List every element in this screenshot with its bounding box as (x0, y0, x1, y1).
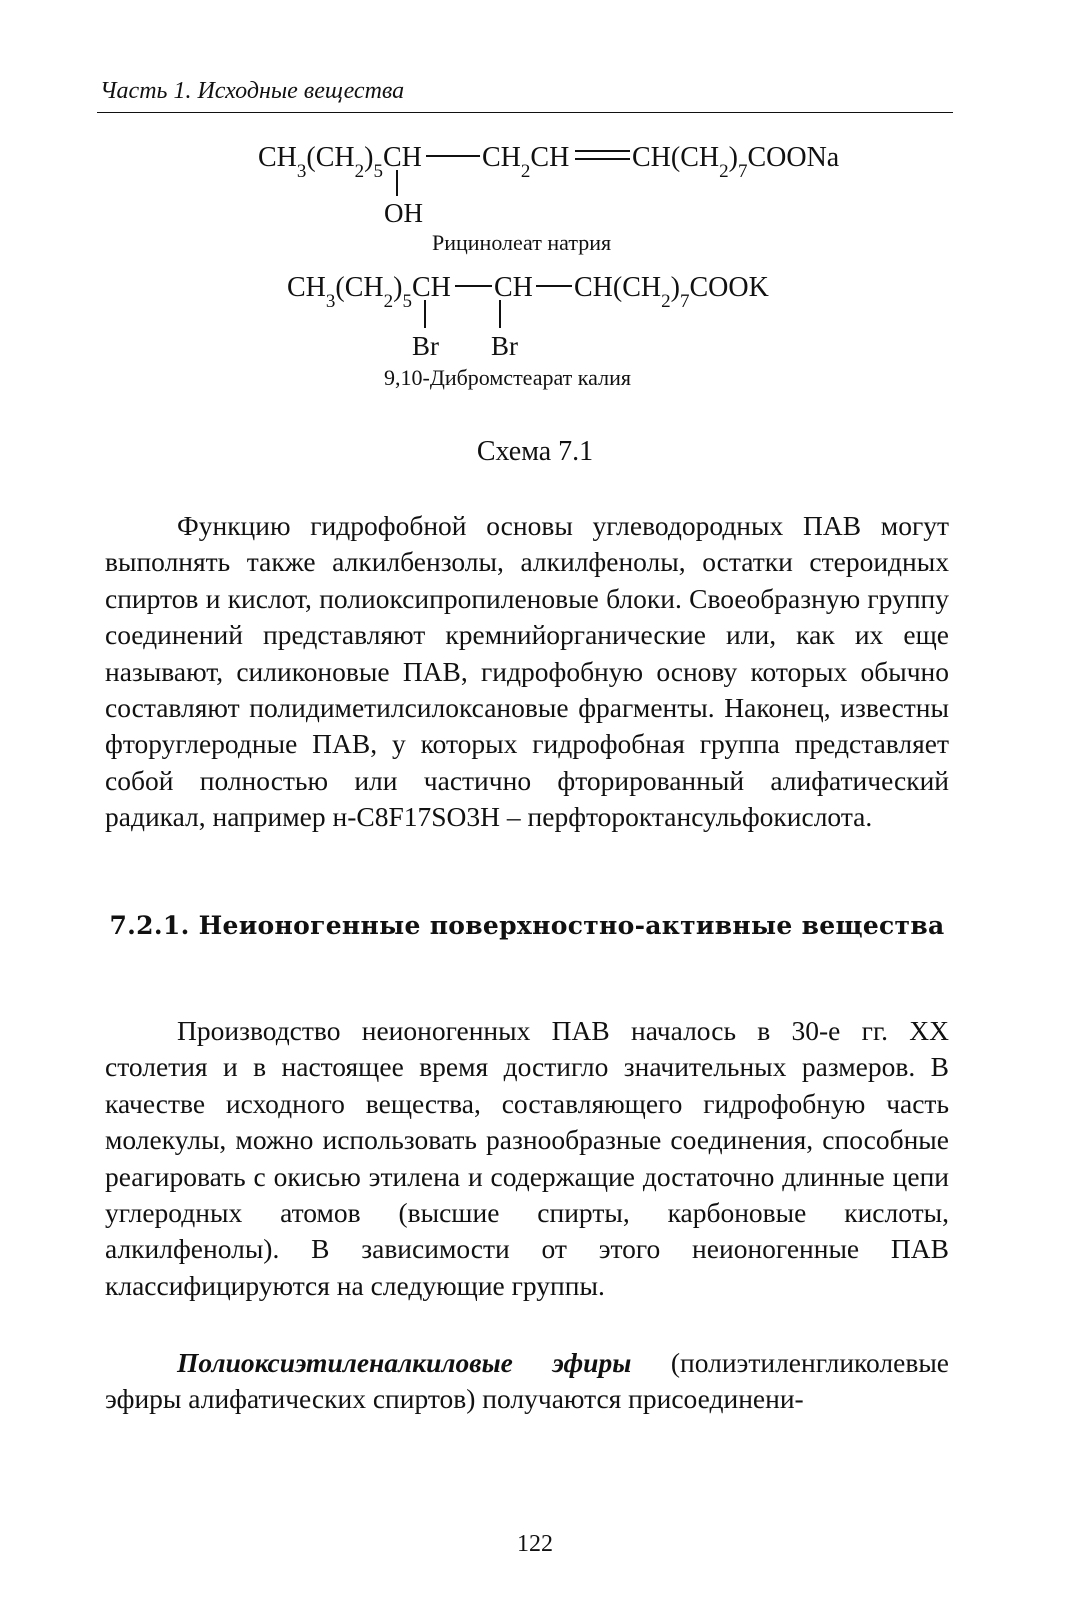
compound1-formula-left: $CH_3(CH_2)_5CH$ (258, 142, 422, 182)
compound1-formula-right: $CH(CH_2)_7COONa$ (632, 142, 840, 182)
scheme-caption: Схема 7.1 (476, 436, 594, 467)
compound1-substituent: OH (384, 198, 423, 228)
reaction-scheme (0, 0, 1070, 480)
compound2-formula-right: $CH(CH_2)_7COOK$ (574, 272, 769, 312)
compound2-formula-left: $CH_3(CH_2)_5CH$ (287, 272, 451, 312)
paragraph-1: Функцию гидрофобной основы углеводородных ПАВ могут выполнять также алкилбензолы, алкилфенолы, остатки стероидных спиртов и кислот, полиоксипропиленовые блоки. Своеобразную группу соединений представляют кремнийорганические или, как их еще называют, силиконовые ПАВ, гидрофобную основу которых обычно составляют полидиметилсилоксановые фрагменты. Наконец, известны фторуглеродные ПАВ, у которых гидрофобная группа представляет собой полностью или частично фторированный алифатический радикал, например н-C8F17SO3H – перфтороктансульфокислота. (105, 510, 949, 833)
term-polyoxyethylene-alkyl-ethers: Полиоксиэтиленалкиловые эфиры (177, 1347, 632, 1378)
paragraph-3 (105, 1345, 949, 1418)
compound2-name: 9,10-Дибромстеарат калия (384, 365, 631, 390)
compound1-name: Рицинолеат натрия (432, 230, 612, 255)
page-number: 122 (517, 1531, 553, 1557)
compound1-formula-mid: $CH_2CH$ (482, 142, 570, 182)
compound2-formula-mid: CH (494, 272, 533, 303)
paragraph-2: Производство неионогенных ПАВ началось в 30-е гг. XX столетия и в настоящее время достигло значительных размеров. В качестве исходного вещества, составляющего гидрофобную часть молекулы, можно использовать разнообразные соединения, способные реагировать с окисью этилена и содержащие достаточно длинные цепи углеродных атомов (высшие спирты, карбоновые кислоты, алкилфенолы). В зависимости от этого неионогенные ПАВ классифицируются на следующие группы. (105, 1015, 949, 1301)
compound2-substituent-1: Br (412, 331, 439, 361)
running-head-title: Часть 1. Исходные вещества (100, 78, 405, 104)
compound2-substituent-2: Br (491, 331, 518, 361)
section-heading: 7.2.1. Неионогенные поверхностно-активные вещества (109, 911, 945, 940)
paragraph-3-text: (полиэтиленгликолевые эфиры алифатических спиртов) получаются присоединени- (105, 1347, 949, 1415)
